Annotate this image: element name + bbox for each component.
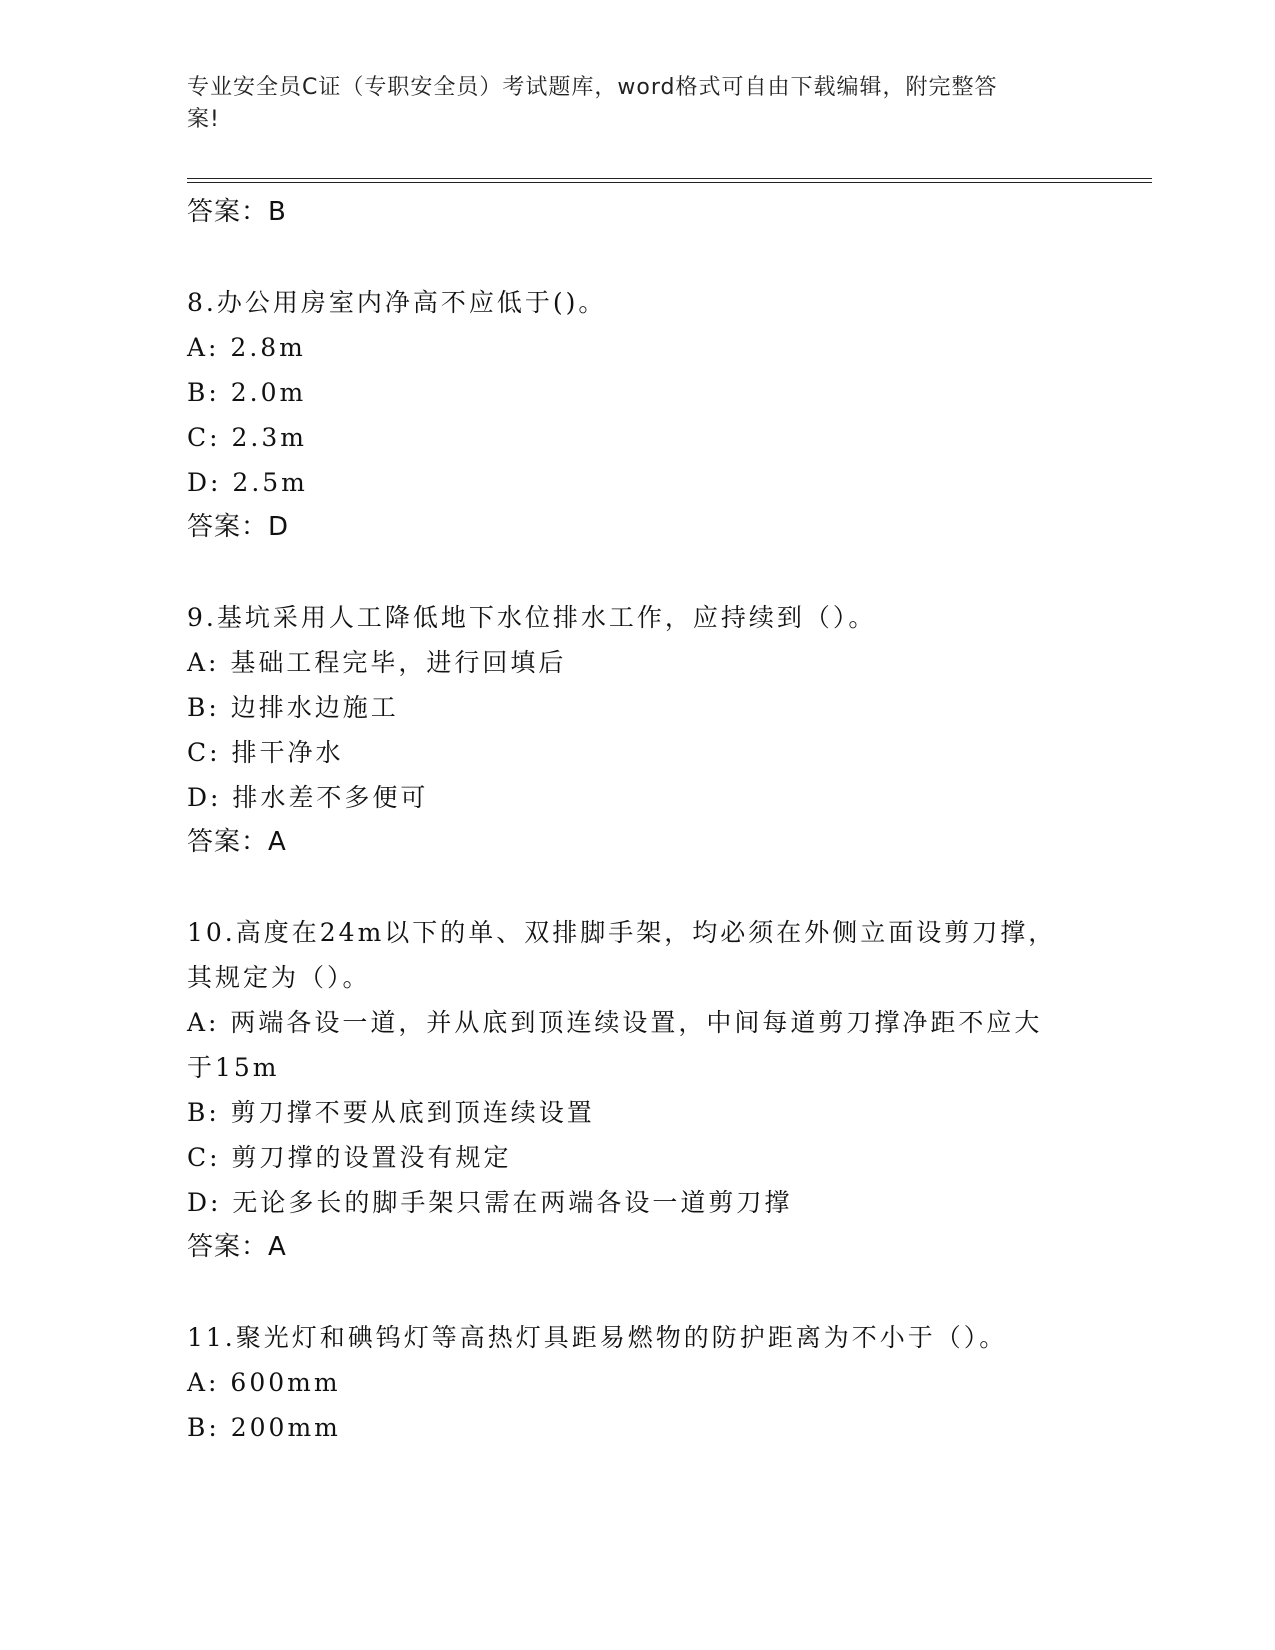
- question-9: [187, 595, 1087, 865]
- spacer: [187, 865, 1087, 910]
- question-answer: 答案：A: [187, 1232, 287, 1262]
- spacer: [187, 1270, 1087, 1315]
- option-d: D: 排水差不多便可: [187, 783, 429, 812]
- question-10: [187, 910, 1087, 1270]
- header-divider-top: [187, 178, 1152, 179]
- question-answer: 答案：D: [187, 512, 290, 542]
- option-b: B: 2.0m: [187, 378, 307, 407]
- option-a-line-2: 于15m: [187, 1053, 280, 1082]
- option-a-line-1: A: 两端各设一道，并从底到顶连续设置，中间每道剪刀撑净距不应大: [187, 1008, 1043, 1037]
- question-stem-line-2: 其规定为（）。: [187, 963, 371, 992]
- option-b: B: 剪刀撑不要从底到顶连续设置: [187, 1098, 595, 1127]
- option-c: C: 剪刀撑的设置没有规定: [187, 1143, 512, 1172]
- page-header: [187, 72, 1067, 136]
- option-a: A: 2.8m: [187, 333, 306, 362]
- header-divider-bottom: [187, 182, 1152, 183]
- spacer: [187, 550, 1087, 595]
- question-11: [187, 1315, 1087, 1450]
- previous-answer: 答案：B: [187, 197, 287, 227]
- option-c: C: 排干净水: [187, 738, 344, 767]
- header-line-2: 案!: [187, 107, 220, 132]
- header-line-1: 专业安全员C证（专职安全员）考试题库，word格式可自由下载编辑，附完整答: [187, 75, 998, 100]
- question-stem: 8.办公用房室内净高不应低于()。: [187, 288, 607, 317]
- question-list: [187, 190, 1087, 1450]
- question-stem: 9.基坑采用人工降低地下水位排水工作，应持续到（）。: [187, 603, 877, 632]
- option-b: B: 200mm: [187, 1413, 341, 1442]
- option-a: A: 600mm: [187, 1368, 341, 1397]
- option-b: B: 边排水边施工: [187, 693, 399, 722]
- question-answer: 答案：A: [187, 827, 287, 857]
- option-c: C: 2.3m: [187, 423, 307, 452]
- option-a: A: 基础工程完毕，进行回填后: [187, 648, 567, 677]
- spacer: [187, 235, 1087, 280]
- question-stem-line-1: 10.高度在24m以下的单、双排脚手架，均必须在外侧立面设剪刀撑，: [187, 918, 1057, 947]
- question-stem: 11.聚光灯和碘钨灯等高热灯具距易燃物的防护距离为不小于（）。: [187, 1323, 1008, 1352]
- option-d: D: 2.5m: [187, 468, 308, 497]
- question-8: [187, 280, 1087, 550]
- option-d: D: 无论多长的脚手架只需在两端各设一道剪刀撑: [187, 1188, 793, 1217]
